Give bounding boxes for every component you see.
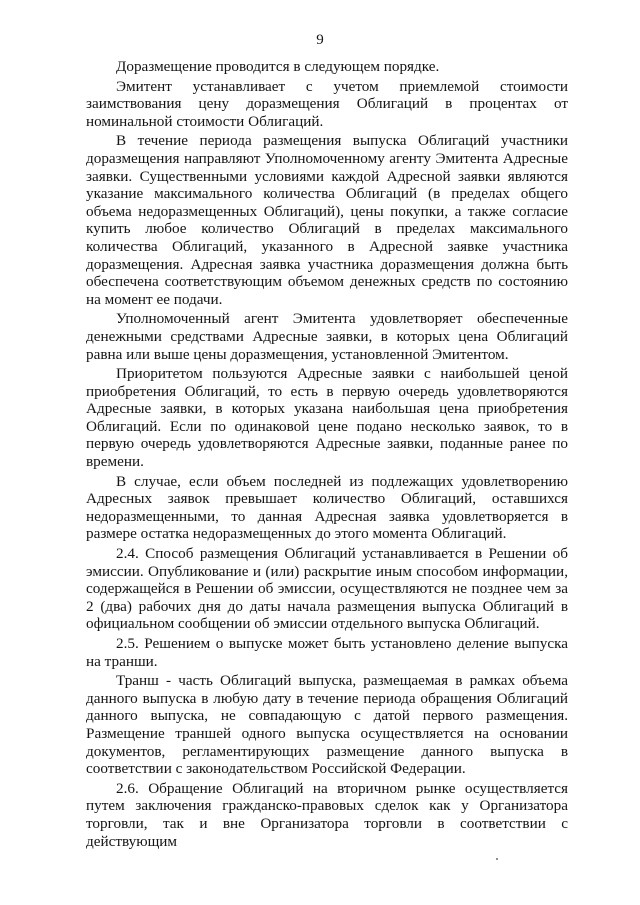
scan-speck — [496, 858, 498, 860]
paragraph-priority: Приоритетом пользуются Адресные заявки с наибольшей ценой приобретения Облигаций, то есть в первую очередь удовлетворяются Адресные заявки, в которых указана наибольшая цена приобретения Облигаций. Если по одинаковой цене подано несколько заявок, то в первую очередь удовлетворяются Адресные заявки, поданные ранее по времени. — [86, 365, 568, 471]
paragraph-procedure-intro: Доразмещение проводится в следующем порядке. — [116, 58, 440, 75]
paragraph-section-2-5: 2.5. Решением о выпуске может быть установлено деление выпуска на транши. — [86, 635, 568, 670]
paragraph-section-2-6: 2.6. Обращение Облигаций на вторичном рынке осуществляется путем заключения гражданско-правовых сделок как у Организатора торговли, так и вне Организатора торговли в соответствии с действующим — [86, 779, 568, 850]
paragraph-section-2-4: 2.4. Способ размещения Облигаций устанавливается в Решении об эмиссии. Опубликование и (или) раскрытие иным способом информации, содержащейся в Решении об эмиссии, осуществляются не позднее чем за 2 (два) рабочих дня до даты начала размещения выпуска Облигаций в официальном сообщении об эмиссии отдельного выпуска Облигаций. — [86, 545, 568, 633]
paragraph-tranche-definition: Транш - часть Облигаций выпуска, размещаемая в рамках объема данного выпуска в любую дату в течение периода обращения Облигаций данного выпуска, не совпадающую с датой первого размещения. Размещение траншей одного выпуска осуществляется на основании документов, регламентирующих размещение данного выпуска в соответствии с законодательством Российской Федерации. — [86, 672, 568, 778]
paragraph-issuer-price: Эмитент устанавливает с учетом приемлемой стоимости заимствования цену доразмещения Облигаций в процентах от номинальной стоимости Облигаций. — [86, 77, 568, 130]
document-body — [86, 58, 568, 850]
paragraph-last-application: В случае, если объем последней из подлежащих удовлетворению Адресных заявок превышает количество Облигаций, оставшихся недоразмещенными, то данная Адресная заявка удовлетворяется в размере остатка недоразмещенных до этого момента Облигаций. — [86, 472, 568, 543]
paragraph-agent-satisfies: Уполномоченный агент Эмитента удовлетворяет обеспеченные денежными средствами Адресные заявки, в которых цена Облигаций равна или выше цены доразмещения, установленной Эмитентом. — [86, 310, 568, 363]
page-number: 9 — [316, 32, 324, 48]
paragraph-address-applications: В течение периода размещения выпуска Облигаций участники доразмещения направляют Уполномоченному агенту Эмитента Адресные заявки. Существенными условиями каждой Адресной заявки являются указание максимального количества Облигаций (в пределах общего объема недоразмещенных Облигаций), цены покупки, а также согласие купить любое количество Облигаций в пределах максимального количества Облигаций, указанного в Адресной заявке участника доразмещения. Адресная заявка участника доразмещения должна быть обеспечена соответствующим объемом денежных средств по состоянию на момент ее подачи. — [86, 132, 568, 308]
